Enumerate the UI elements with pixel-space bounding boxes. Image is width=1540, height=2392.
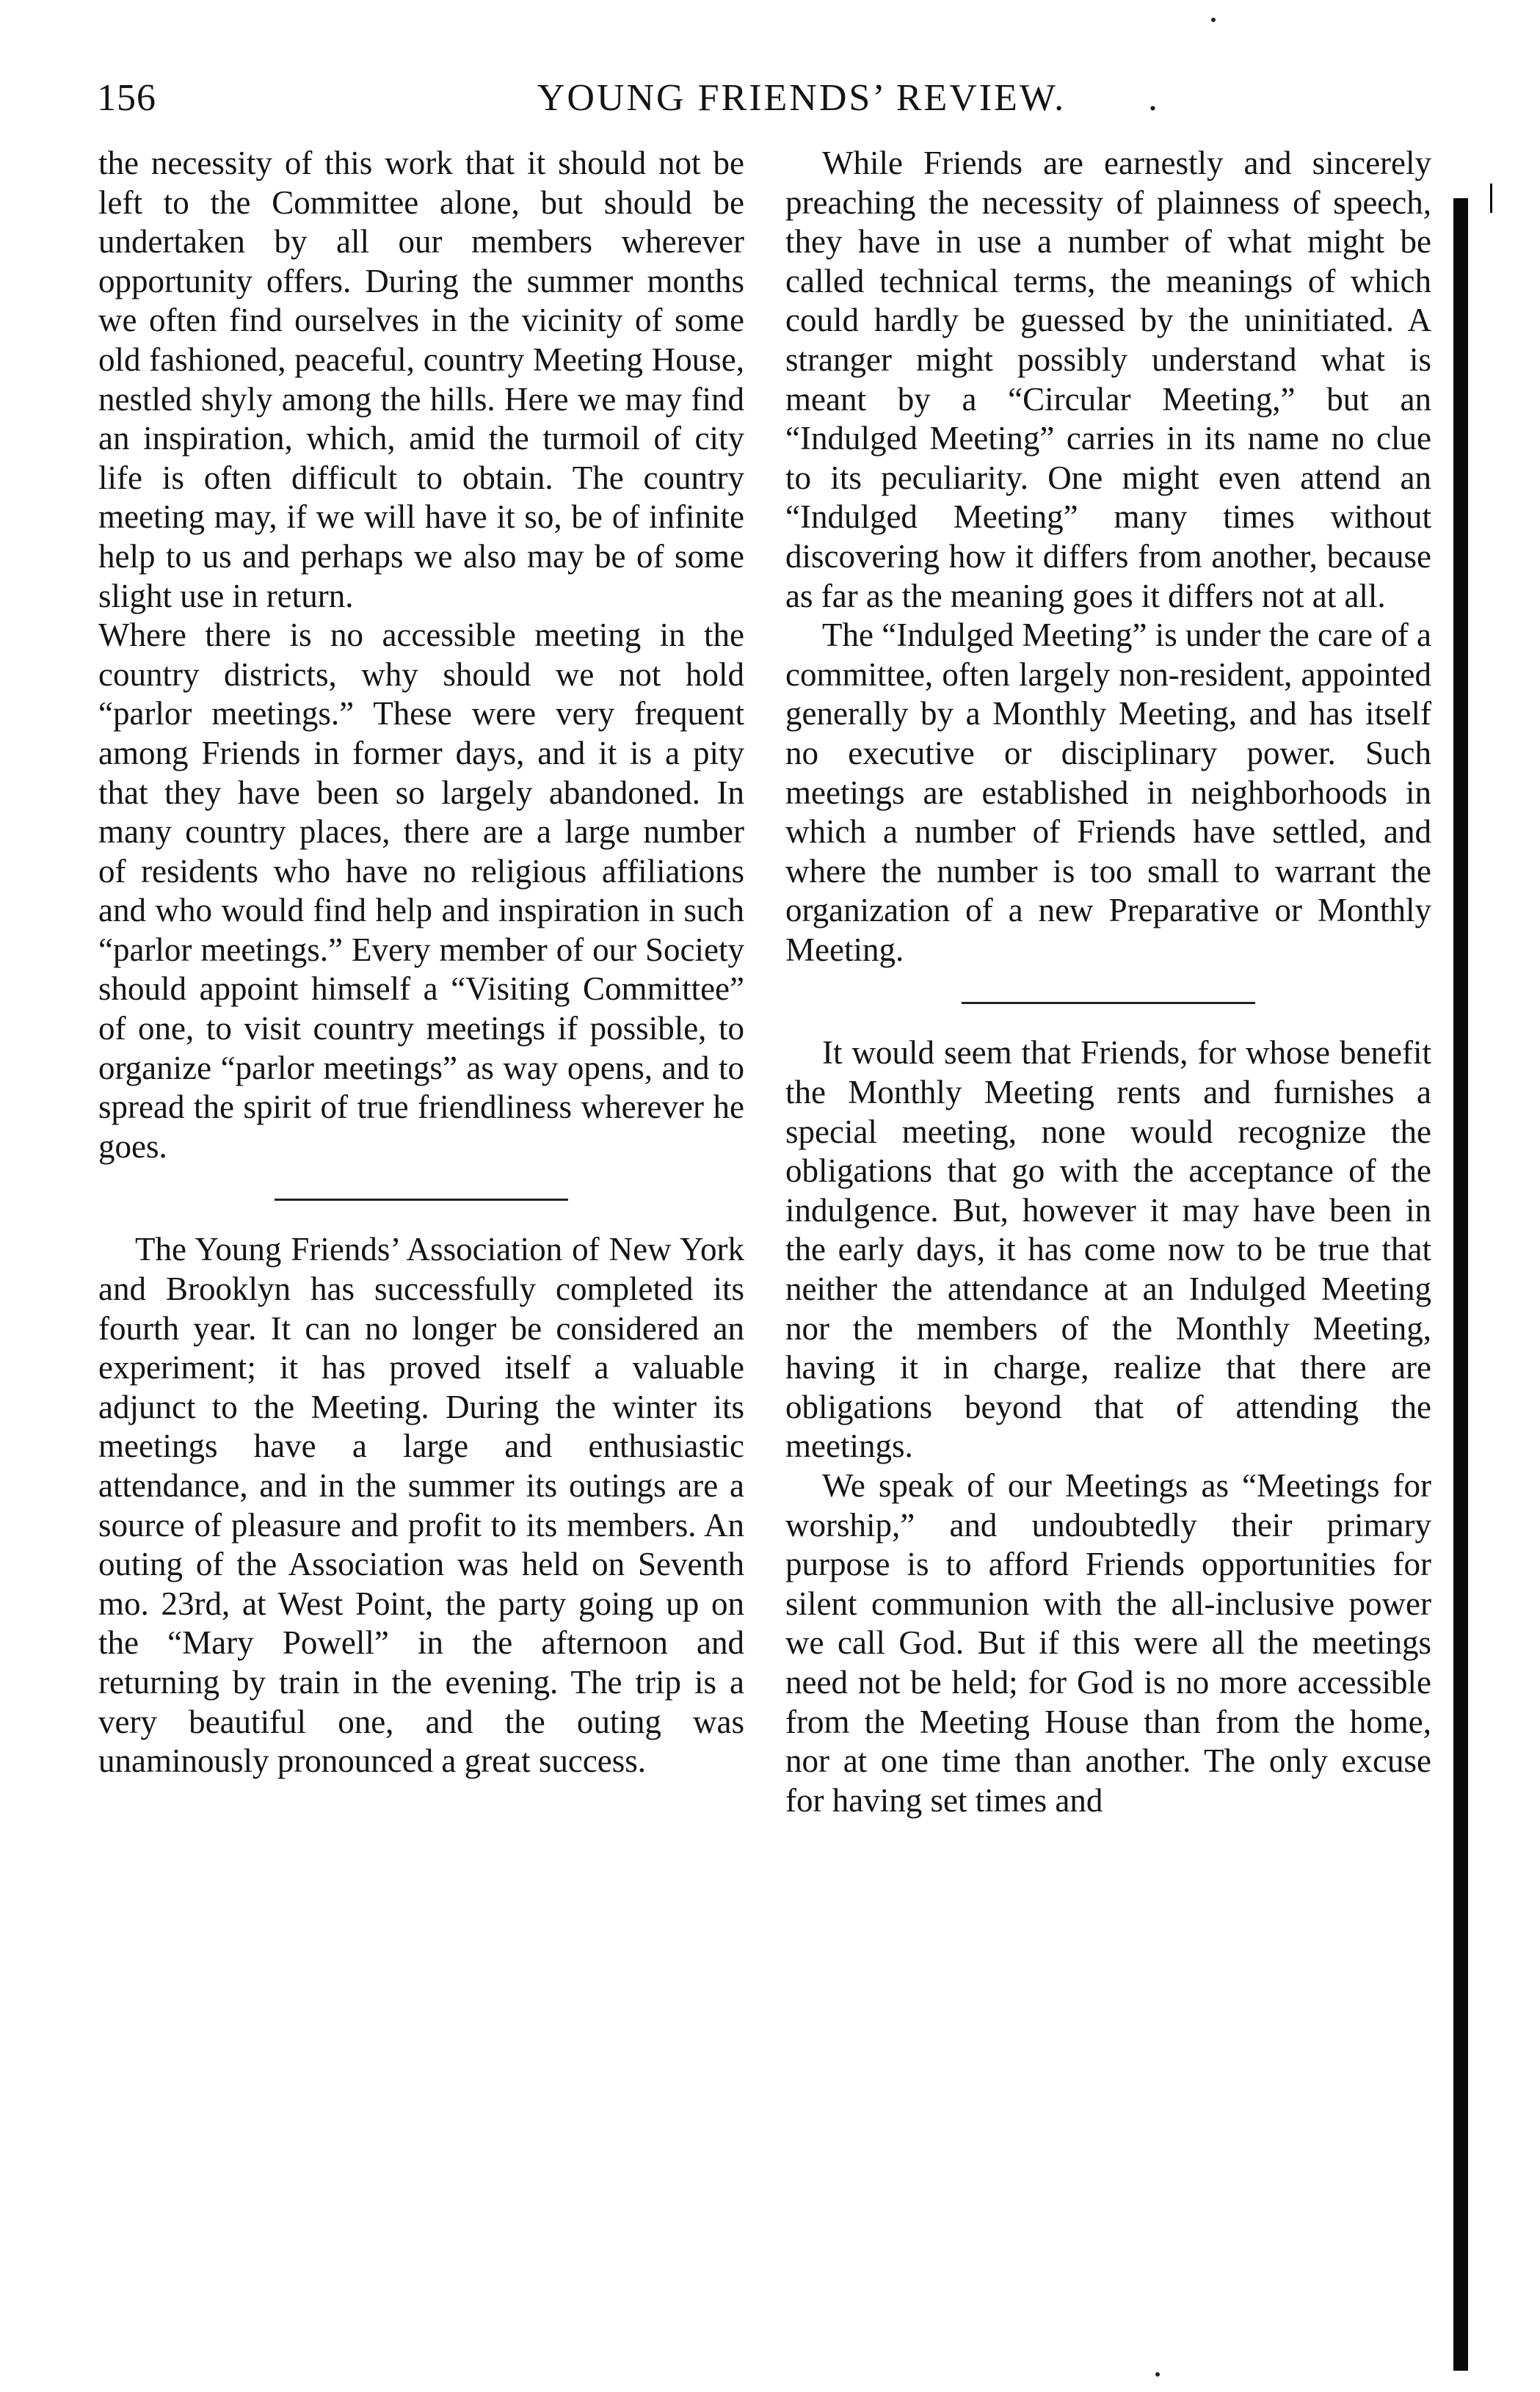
running-title: YOUNG FRIENDS’ REVIEW. — [537, 77, 1067, 119]
scan-speck — [1211, 18, 1216, 22]
scan-edge-mark — [1490, 183, 1492, 213]
left-column — [98, 144, 744, 1781]
right-paragraph-1: While Friends are earnestly and sincerely preaching the necessity of plainness of speech, they have in use a number of what might be called technical terms, the meanings of which could hardly be guessed by the uninitiated. A stranger might possibly understand what is meant by a “Circular Meeting,” but an “Indulged Meeting” carries in its name no clue to its peculiarity. One might even attend an “Indulged Meeting” many times without discovering how it differs from another, because as far as the meaning goes it differs not at all. — [785, 145, 1431, 614]
page-number: 156 — [97, 77, 156, 119]
left-paragraph-2: Where there is no accessible meeting in the country districts, why should we not hold “parlor meetings.” These were very frequent among Friends in former days, and it is a pity that they have been so largely abandoned. In many country places, there are a large number of residents who have no religious affiliations and who would find help and inspiration in such “parlor meetings.” Every member of our Society should appoint himself a “Visiting Committee” of one, to visit country meetings if possible, to organize “parlor meetings” as way opens, and to spread the spirit of true friendliness wherever he goes. — [98, 617, 744, 1165]
section-divider — [962, 1002, 1255, 1004]
scan-edge-shadow — [1453, 198, 1468, 2371]
right-paragraph-2: The “Indulged Meeting” is under the care of a committee, often largely non-resident, appointed generally by a Monthly Meeting, and has itself no executive or disciplinary power. Such meetings are established in neighborhoods in which a number of Friends have settled, and where the number is too small to warrant the organization of a new Preparative or Monthly Meeting. — [785, 617, 1431, 968]
left-paragraph-1: the necessity of this work that it should not be left to the Committee alone, but should be undertaken by all our members wherever opportunity offers. During the summer months we often find ourselves in the vicinity of some old fashioned, peaceful, country Meeting House, nestled shyly among the hills. Here we may find an inspiration, which, amid the turmoil of city life is often difficult to obtain. The country meeting may, if we will have it so, be of infinite help to us and perhaps we also may be of some slight use in return. — [98, 145, 744, 614]
right-column — [785, 144, 1431, 1820]
right-paragraph-3: It would seem that Friends, for whose benefit the Monthly Meeting rents and furnishes a special meeting, none would recognize the obligations that go with the acceptance of the indulgence. But, however it may have been in the early days, it has come now to be true that neither the attendance at an Indulged Meeting nor the members of the Monthly Meeting, having it in charge, realize that there are obligations beyond that of attending the meetings. — [785, 1034, 1431, 1465]
header-trailing-mark: . — [1148, 77, 1158, 119]
right-paragraph-4: We speak of our Meetings as “Meetings for worship,” and undoubtedly their primary purpose is to afford Friends opportunities for silent communion with the all-inclusive power we call God. But if this were all the meetings need not be held; for God is no more accessible from the Meeting House than from the home, nor at one time than another. The only excuse for having set times and — [785, 1467, 1431, 1819]
section-divider — [275, 1199, 568, 1201]
page-header — [97, 76, 1462, 128]
scan-speck — [1155, 2372, 1160, 2377]
left-paragraph-3: The Young Friends’ Association of New York and Brooklyn has successfully completed its fourth year. It can no longer be considered an experiment; it has proved itself a valuable adjunct to the Meeting. During the winter its meetings have a large and enthusiastic attendance, and in the summer its outings are a source of pleasure and profit to its members. An outing of the Association was held on Seventh mo. 23rd, at West Point, the party going up on the “Mary Powell” in the afternoon and returning by train in the evening. The trip is a very beautiful one, and the outing was unaminously pronounced a great success. — [98, 1231, 744, 1780]
